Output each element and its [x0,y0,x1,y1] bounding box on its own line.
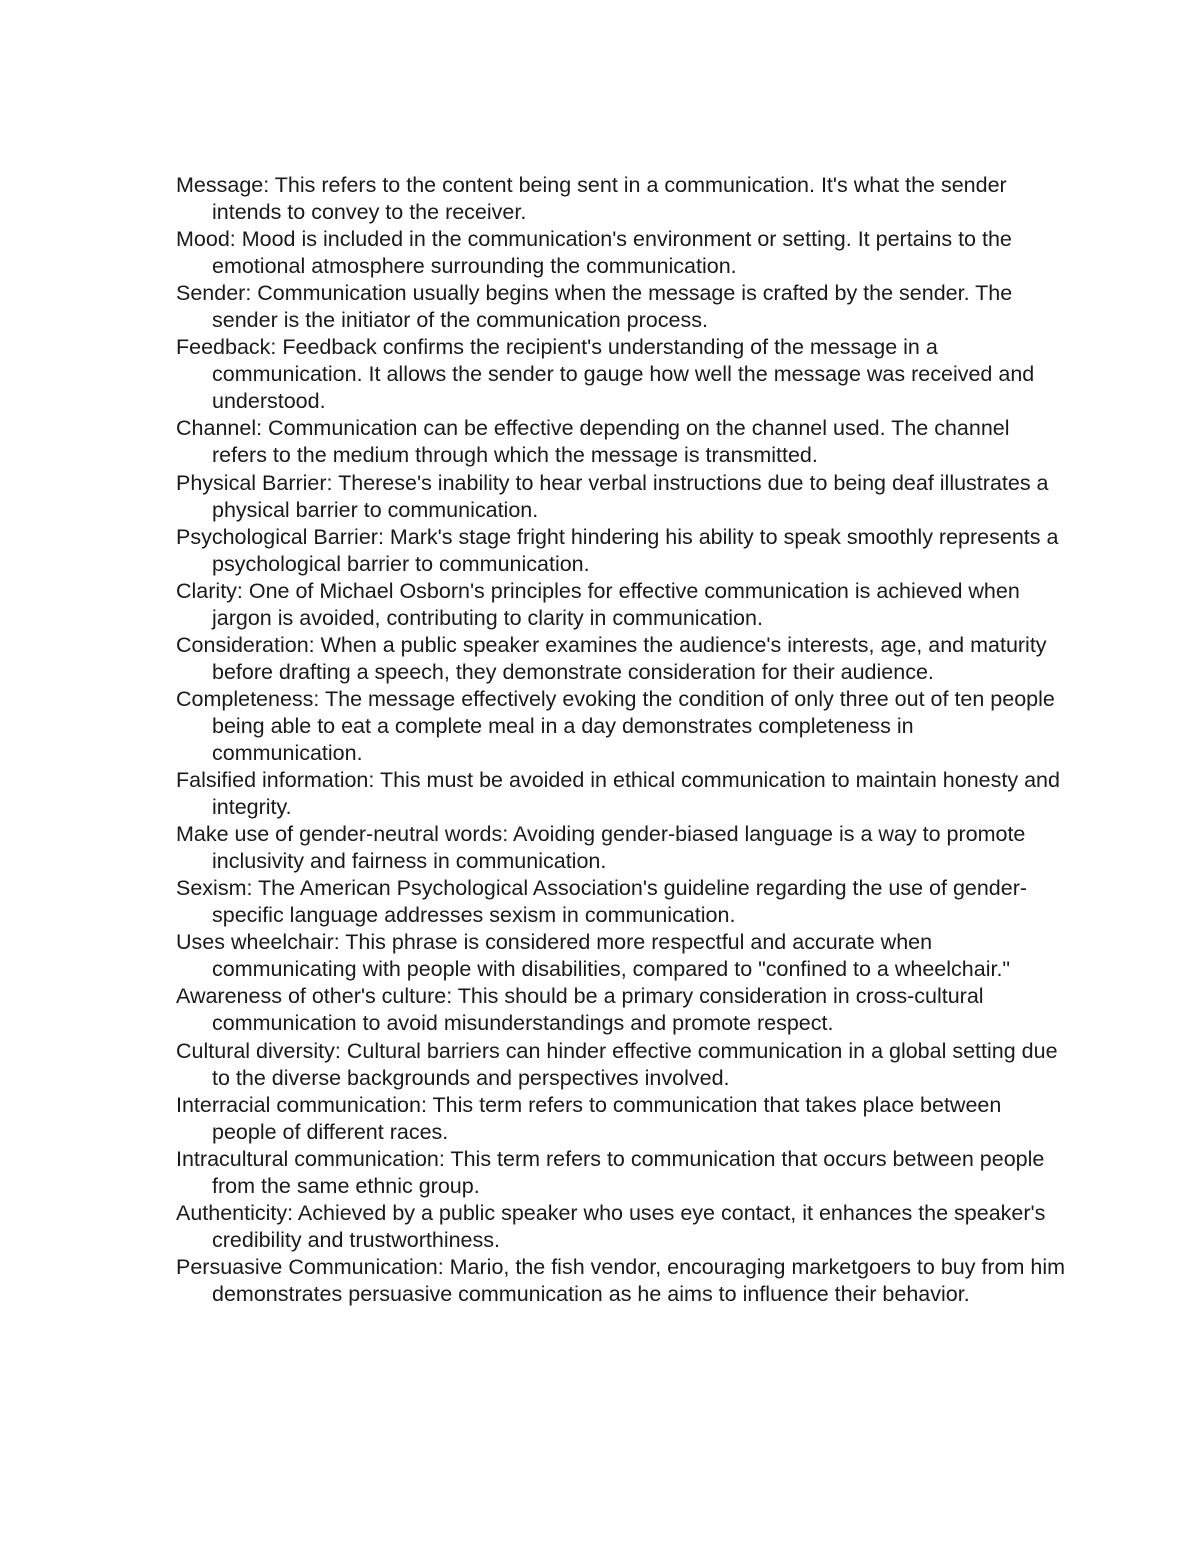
glossary-list [176,172,1066,1308]
entry-interracial-communication: Interracial communication: This term refers to communication that takes place between people of different races. [176,1092,1002,1144]
entry-cultural-diversity: Cultural diversity: Cultural barriers can hinder effective communication in a global setting due to the diverse backgrounds and perspectives involved. [176,1038,1058,1090]
entry-clarity: Clarity: One of Michael Osborn's principles for effective communication is achieved when jargon is avoided, contributing to clarity in communication. [176,578,1020,630]
entry-uses-wheelchair: Uses wheelchair: This phrase is considered more respectful and accurate when communicating with people with disabilities, compared to "confined to a wheelchair." [176,930,1011,982]
entry-mood: Mood: Mood is included in the communication's environment or setting. It pertains to the emotional atmosphere surrounding the communication. [176,227,1012,279]
entry-sexism: Sexism: The American Psychological Association's guideline regarding the use of gender-specific language addresses sexism in communication. [176,876,1028,928]
entry-awareness-of-culture: Awareness of other's culture: This should be a primary consideration in cross-cultural communication to avoid misunderstandings and promote respect. [176,984,984,1036]
entry-psychological-barrier: Psychological Barrier: Mark's stage fright hindering his ability to speak smoothly represents a psychological barrier to communication. [176,524,1059,576]
entry-authenticity: Authenticity: Achieved by a public speaker who uses eye contact, it enhances the speaker's credibility and trustworthiness. [176,1200,1046,1252]
entry-sender: Sender: Communication usually begins when the message is crafted by the sender. The sender is the initiator of the communication process. [176,281,1013,333]
entry-gender-neutral-words: Make use of gender-neutral words: Avoiding gender-biased language is a way to promote inclusivity and fairness in communication. [176,822,1026,874]
entry-feedback: Feedback: Feedback confirms the recipient's understanding of the message in a communication. It allows the sender to gauge how well the message was received and understood. [176,335,1035,414]
entry-completeness: Completeness: The message effectively evoking the condition of only three out of ten people being able to eat a complete meal in a day demonstrates completeness in communication. [176,686,1055,765]
entry-message: Message: This refers to the content being sent in a communication. It's what the sender intends to convey to the receiver. [176,173,1007,225]
entry-channel: Channel: Communication can be effective depending on the channel used. The channel refers to the medium through which the message is transmitted. [176,416,1010,468]
entry-intracultural-communication: Intracultural communication: This term refers to communication that occurs between people from the same ethnic group. [176,1146,1045,1198]
entry-consideration: Consideration: When a public speaker examines the audience's interests, age, and maturity before drafting a speech, they demonstrate consideration for their audience. [176,632,1047,684]
entry-physical-barrier: Physical Barrier: Therese's inability to hear verbal instructions due to being deaf illustrates a physical barrier to communication. [176,470,1049,522]
entry-persuasive-communication: Persuasive Communication: Mario, the fish vendor, encouraging marketgoers to buy from him demonstrates persuasive communication as he aims to influence their behavior. [176,1254,1066,1306]
entry-falsified-information: Falsified information: This must be avoided in ethical communication to maintain honesty and integrity. [176,768,1060,820]
